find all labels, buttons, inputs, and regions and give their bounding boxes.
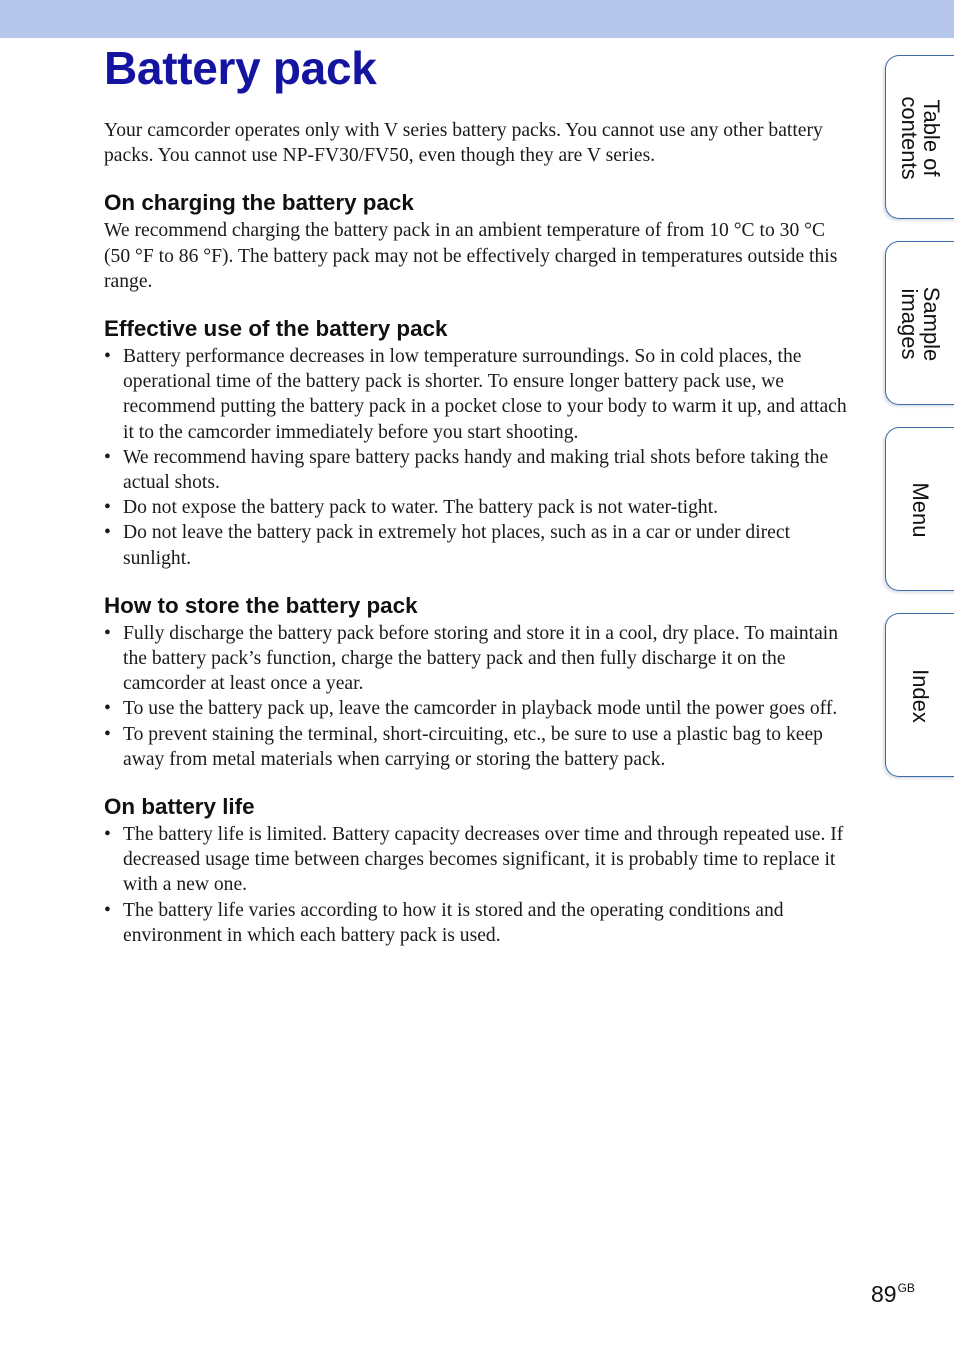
list-item: • To use the battery pack up, leave the camcorder in playback mode until the power goes off. xyxy=(104,696,848,721)
page-number-value: 89 xyxy=(871,1281,897,1307)
section-heading: On charging the battery pack xyxy=(104,190,414,216)
tab-label: Table of contents xyxy=(897,96,944,180)
section-heading: Effective use of the battery pack xyxy=(104,316,448,342)
region-code: GB xyxy=(897,1281,915,1295)
tab-label: Menu xyxy=(908,482,933,538)
list-item: • Do not expose the battery pack to water. The battery pack is not water-tight. xyxy=(104,495,848,520)
intro-paragraph: Your camcorder operates only with V series battery packs. You cannot use any other battery packs. You cannot use NP-FV30/FV50, even though they are V series. xyxy=(104,120,823,167)
list-item: • The battery life varies according to how it is stored and the operating conditions and environment in which each battery pack is used. xyxy=(104,898,848,948)
tab-index[interactable] xyxy=(885,613,954,777)
list-item: • Do not leave the battery pack in extremely hot places, such as in a car or under direct sunlight. xyxy=(104,520,848,570)
page-number xyxy=(871,1280,915,1312)
list-item: • We recommend having spare battery packs handy and making trial shots before taking the actual shots. xyxy=(104,445,848,495)
list-item: • To prevent staining the terminal, short-circuiting, etc., be sure to use a plastic bag to keep away from metal materials when carrying or storing the battery pack. xyxy=(104,722,848,772)
section-storage xyxy=(104,592,848,772)
list-item: • Battery performance decreases in low temperature surroundings. So in cold places, the operational time of the battery pack is shorter. To ensure longer battery pack use, we recommend putting the battery pack in a pocket close to your body to warm it up, and attach it to the camcorder immediately before you start shooting. xyxy=(104,344,848,445)
tab-label: Sample images xyxy=(897,286,944,362)
header-band xyxy=(0,0,954,38)
list-item: • The battery life is limited. Battery capacity decreases over time and through repeated use. If decreased usage time between charges becomes significant, it is probably time to replace it with a new one. xyxy=(104,822,848,898)
section-heading: On battery life xyxy=(104,794,255,820)
list-item: • Fully discharge the battery pack before storing and store it in a cool, dry place. To maintain the battery pack’s function, charge the battery pack and then fully discharge it on the camcorder at least once a year. xyxy=(104,621,848,697)
page-title: Battery pack xyxy=(104,42,377,94)
section-paragraph: We recommend charging the battery pack in an ambient temperature of from 10 °C to 30 °C (50 °F to 86 °F). The battery pack may not be effectively charged in temperatures outside this range. xyxy=(104,220,838,292)
tab-label: Index xyxy=(908,669,933,723)
section-charging xyxy=(104,189,848,294)
tab-table-of-contents[interactable] xyxy=(885,55,954,219)
tab-menu[interactable] xyxy=(885,427,954,591)
tab-sample-images[interactable] xyxy=(885,241,954,405)
section-effective-use xyxy=(104,315,848,571)
page-content xyxy=(104,118,848,948)
bullet-list xyxy=(104,822,848,948)
section-battery-life xyxy=(104,793,848,948)
bullet-list xyxy=(104,344,848,571)
section-heading: How to store the battery pack xyxy=(104,592,418,618)
bullet-list xyxy=(104,621,848,772)
